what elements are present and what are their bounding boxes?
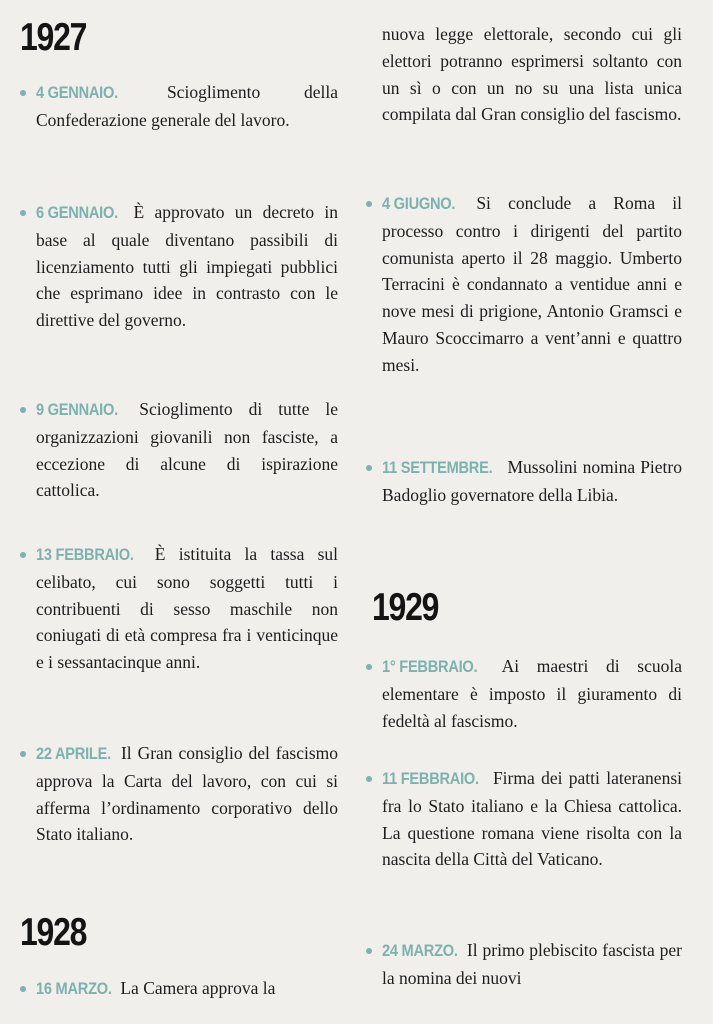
entry-text: Il Gran consiglio del fascismo approva la Carta del lavoro, con cui si afferma l’ordinamento corporativo dello Stato italiano.	[36, 743, 338, 845]
entry-4-gennaio	[20, 79, 338, 134]
entry-date: 22 APRILE.	[36, 744, 111, 763]
entry-date: 4 GIUGNO.	[382, 194, 456, 213]
year-heading-1928: 1928	[20, 911, 87, 954]
entry-text: Ai maestri di scuola elementare è imposto il giuramento di fedeltà al fascismo.	[382, 656, 682, 731]
bullet-icon	[366, 201, 372, 207]
entry-text: nuova legge elettorale, secondo cui gli elettori potranno esprimersi soltanto con un sì o con un no su una lista unica compilata dal Gran consiglio del fascismo.	[382, 24, 682, 125]
entry-text: Il primo plebiscito fascista per la nomina dei nuovi	[382, 940, 683, 988]
entry-continuation	[366, 21, 682, 128]
entry-date: 16 MARZO.	[36, 979, 112, 998]
bullet-icon	[20, 407, 26, 413]
entry-text: Firma dei patti lateranensi fra lo Stato italiano e la Chiesa cattolica. La questione romana viene risolta con la nascita della Città del Vaticano.	[382, 768, 682, 870]
entry-date: 13 FEBBRAIO.	[36, 545, 134, 564]
entry-text: Scioglimento della Confederazione generale del lavoro.	[36, 82, 338, 130]
entry-date: 6 GENNAIO.	[36, 203, 118, 222]
year-heading-1927: 1927	[20, 16, 87, 59]
entry-date: 11 SETTEMBRE.	[382, 458, 493, 477]
entry-11-settembre	[366, 454, 682, 509]
entry-text: La Camera approva la	[120, 978, 276, 998]
entry-24-marzo	[366, 937, 682, 992]
entry-13-febbraio	[20, 541, 338, 676]
bullet-icon	[366, 776, 372, 782]
bullet-icon	[366, 664, 372, 670]
entry-1-febbraio	[366, 653, 682, 734]
bullet-icon	[366, 465, 372, 471]
entry-date: 11 FEBBRAIO.	[382, 769, 479, 788]
entry-text: È approvato un decreto in base al quale diventano passibili di licenziamento tutti gli impiegati pubblici che esprimano idee in contrasto con le direttive del governo.	[36, 202, 338, 331]
year-heading-1929: 1929	[372, 586, 439, 629]
bullet-icon	[20, 90, 26, 96]
bullet-icon	[20, 552, 26, 558]
entry-text: Scioglimento di tutte le organizzazioni giovanili non fasciste, a eccezione di alcune di ispirazione cattolica.	[36, 399, 338, 501]
entry-9-gennaio	[20, 396, 338, 504]
entry-text: Si conclude a Roma il processo contro i dirigenti del partito comunista aperto il 28 maggio. Umberto Terracini è condannato a ventidue anni e nove mesi di prigione, Antonio Gramsci e Mauro Scoccimarro a vent’anni e quattro mesi.	[382, 193, 682, 375]
entry-22-aprile	[20, 740, 338, 848]
entry-date: 9 GENNAIO.	[36, 400, 118, 419]
entry-4-giugno	[366, 190, 682, 379]
bullet-icon	[20, 210, 26, 216]
entry-6-gennaio	[20, 199, 338, 334]
entry-date: 4 GENNAIO.	[36, 83, 118, 102]
entry-11-febbraio	[366, 765, 682, 873]
entry-text: È istituita la tassa sul celibato, cui sono soggetti tutti i contribuenti di sesso maschile non coniugati di età compresa fra i venticinque e i sessantacinque anni.	[36, 544, 339, 673]
entry-date: 24 MARZO.	[382, 941, 458, 960]
bullet-icon	[20, 751, 26, 757]
entry-date: 1° FEBBRAIO.	[382, 657, 478, 676]
entry-16-marzo	[20, 975, 338, 1003]
bullet-icon	[20, 986, 26, 992]
entry-text: Mussolini nomina Pietro Badoglio governatore della Libia.	[382, 457, 682, 505]
bullet-icon	[366, 948, 372, 954]
